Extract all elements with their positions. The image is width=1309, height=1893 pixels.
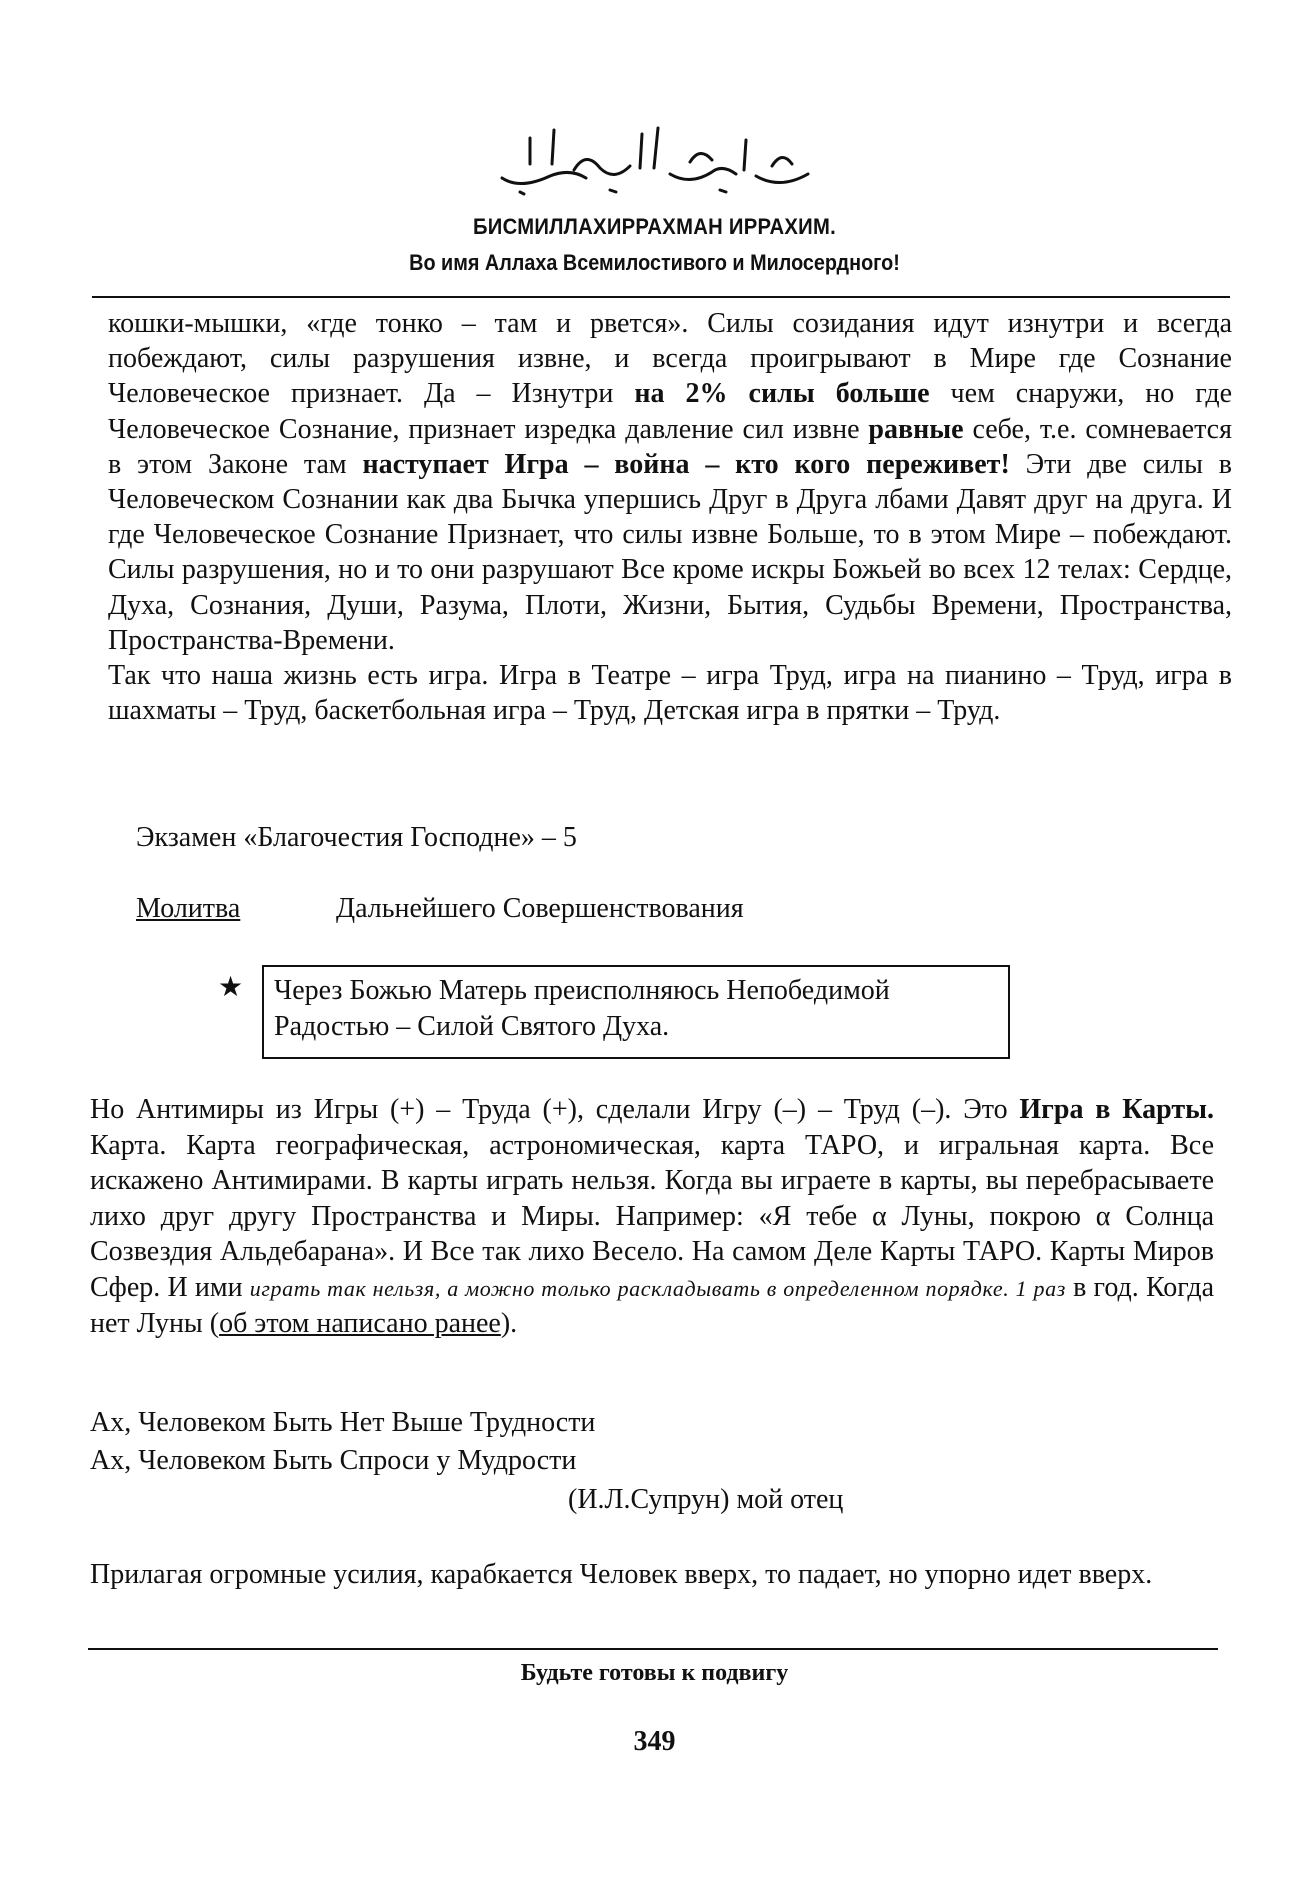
text-span: кошки-мышки, «где тонко – там и рвется». Силы созидания идут изнутри и всегда побеждают, силы разрушения извне, и всегда проигрывают в Мире где Сознание Человеческое признает. Да – Изнутри <box>108 308 1232 410</box>
prayer-heading <box>136 893 744 925</box>
footer-motto: Будьте готовы к подвигу <box>520 1660 789 1686</box>
prayer-title: Дальнейшего Совершенствования <box>336 893 744 924</box>
bold-text: наступает Игра – война – кто кого переживет! <box>362 448 1010 480</box>
star-icon: ★ <box>218 972 244 1003</box>
text-span: в год. Когда нет Луны ( <box>90 1271 1215 1339</box>
prayer-text-line: Радостью – Силой Святого Духа. <box>274 1011 670 1042</box>
bold-text: Игра в Карты. <box>1019 1094 1214 1125</box>
text-span: ). <box>500 1308 518 1339</box>
paragraph-forces <box>108 306 1232 658</box>
poem-line: Ах, Человеком Быть Спроси у Мудрости <box>90 1445 577 1476</box>
paragraph-main <box>108 306 1232 728</box>
text-span: чем снаружи, но где Человеческое Сознание, признает изредка давление сил извне <box>108 378 1233 445</box>
exam-line: Экзамен «Благочестия Господне» – 5 <box>136 822 577 853</box>
header-divider <box>92 296 1230 298</box>
paragraph-life-is-game: Так что наша жизнь есть игра. Игра в Театре – игра Труд, игра на пианино – Труд, игра в шахматы – Труд, баскетбольная игра – Труд, Детская игра в прятки – Труд. <box>108 660 1232 727</box>
text-span: Эти две силы в Человеческом Сознании как два Бычка упершись Друг в Друга лбами Давят друг на друга. И где Человеческое Сознание Признает, что силы извне Больше, то в этом Мире – побеждают. Силы разрушения, но и то они разрушают Все кроме искры Божьей во всех 12 телах: Сердце, Духа, Сознания, Души, Разума, Плоти, Жизни, Бытия, Судьбы Времени, Пространства, Пространства-Времени. <box>108 448 1232 656</box>
paragraph-climbing: Прилагая огромные усилия, карабкается Человек вверх, то падает, но упорно идет вверх. <box>90 1559 1153 1590</box>
bismillah-translation: Во имя Аллаха Всемилостивого и Милосердного! <box>409 250 900 275</box>
prayer-text-line: Через Божью Матерь преисполняюсь Непобедимой <box>274 975 890 1006</box>
page-header <box>0 120 1309 276</box>
page-number: 349 <box>633 1726 676 1757</box>
bismillah-latin: БИСМИЛЛАХИРРАХМАН ИРРАХИМ. <box>472 214 837 239</box>
prayer-text-box <box>262 965 1010 1059</box>
bold-text: на 2% силы больше <box>634 378 930 410</box>
arabic-basmala-calligraphy-icon <box>490 120 820 200</box>
text-span: себе, т.е. сомневается в этом Законе там <box>108 413 1232 480</box>
poem-line: Ах, Человеком Быть Нет Выше Трудности <box>90 1407 596 1438</box>
text-span: Карта. Карта географическая, астрономическая, карта ТАРО, и игральная карта. Все искажено Антимирами. В карты играть нельзя. Когда вы играете в карты, вы перебрасываете лихо друг другу Пространства и Миры. Например: «Я тебе α Луны, покрою α Солнца Созвездия Альдебарана». И Все так лихо Весело. На самом Деле Карты ТАРО. Карты Миров Сфер. И ими <box>90 1129 1214 1303</box>
footer-divider <box>88 1648 1218 1650</box>
paragraph-antiworlds <box>90 1092 1214 1342</box>
poem-author: (И.Л.Супрун) мой отец <box>568 1484 844 1515</box>
underlined-text: об этом написано ранее <box>219 1308 501 1339</box>
small-text: играть так нельзя, а можно только раскладывать в определенном порядке. 1 раз <box>249 1275 1066 1301</box>
poem <box>90 1404 595 1480</box>
bold-text: равные <box>868 413 964 445</box>
prayer-label: Молитва <box>136 893 241 924</box>
text-span: Но Антимиры из Игры (+) – Труда (+), сделали Игру (–) – Труд (–). Это <box>90 1094 1020 1125</box>
